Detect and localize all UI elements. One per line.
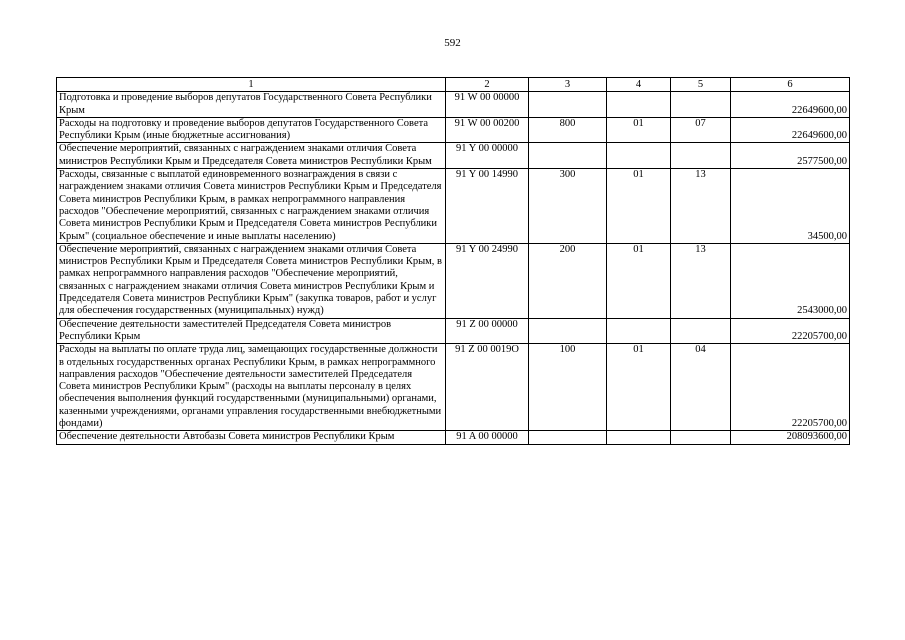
row-c3: [529, 92, 607, 118]
page-number: 592: [444, 37, 461, 49]
row-code: 91 A 00 00000: [446, 431, 529, 444]
table-row: [57, 117, 850, 143]
column-header: 6: [731, 78, 850, 92]
row-c4: [607, 431, 671, 444]
column-header: 2: [446, 78, 529, 92]
row-c4: [607, 92, 671, 118]
row-c3: 800: [529, 117, 607, 143]
row-amount: 208093600,00: [731, 431, 850, 444]
row-code: 91 Y 00 14990: [446, 169, 529, 244]
row-code: 91 W 00 00000: [446, 92, 529, 118]
row-c5: [671, 143, 731, 169]
table-row: [57, 431, 850, 444]
row-c5: [671, 318, 731, 344]
row-name: Обеспечение мероприятий, связанных с награждением знаками отличия Совета министров Республики Крым и Председателя Совета министров Республики Крым: [57, 143, 446, 169]
row-amount: 22649600,00: [731, 92, 850, 118]
row-name: Расходы, связанные с выплатой единовременного вознаграждения в связи с награждением знаками отличия Совета министров Республики Крым и Председателя Совета министров Республики Крым, в рамках непрограммного направления расходов "Обеспечение мероприятий, связанных с награждением знаками отличия Совета министров Республики Крым и Председателя Совета министров Республики Крым" (социальное обеспечение и иные выплаты населению): [57, 169, 446, 244]
row-c5: [671, 92, 731, 118]
row-c3: [529, 143, 607, 169]
row-name: Обеспечение деятельности заместителей Председателя Совета министров Республики Крым: [57, 318, 446, 344]
row-c4: [607, 318, 671, 344]
row-c3: 200: [529, 243, 607, 318]
row-c3: 300: [529, 169, 607, 244]
table-row: [57, 243, 850, 318]
row-amount: 34500,00: [731, 169, 850, 244]
table-row: [57, 169, 850, 244]
row-amount: 22649600,00: [731, 117, 850, 143]
row-c5: 04: [671, 344, 731, 431]
table-row: [57, 143, 850, 169]
row-c4: 01: [607, 243, 671, 318]
row-c4: 01: [607, 117, 671, 143]
row-name: Расходы на подготовку и проведение выборов депутатов Государственного Совета Республики Крым (иные бюджетные ассигнования): [57, 117, 446, 143]
row-amount: 22205700,00: [731, 344, 850, 431]
table-header-row: [57, 78, 850, 92]
row-code: 91 W 00 00200: [446, 117, 529, 143]
row-c5: 13: [671, 169, 731, 244]
row-amount: 2577500,00: [731, 143, 850, 169]
column-header: 1: [57, 78, 446, 92]
budget-table: [56, 77, 850, 445]
table-row: [57, 92, 850, 118]
column-header: 3: [529, 78, 607, 92]
column-header: 5: [671, 78, 731, 92]
row-c4: [607, 143, 671, 169]
column-header: 4: [607, 78, 671, 92]
row-code: 91 Y 00 24990: [446, 243, 529, 318]
row-c3: 100: [529, 344, 607, 431]
row-c4: 01: [607, 344, 671, 431]
row-name: Расходы на выплаты по оплате труда лиц, замещающих государственные должности в отдельных государственных органах Республики Крым, в рамках непрограммного направления расходов "Обеспечение деятельности заместителей Председателя Совета министров Республики Крым" (расходы на выплаты персоналу в целях обеспечения выполнения функций государственными (муниципальными) органами, казенными учреждениями, органами управления государственными внебюджетными фондами): [57, 344, 446, 431]
row-c5: 13: [671, 243, 731, 318]
row-code: 91 Y 00 00000: [446, 143, 529, 169]
table-row: [57, 318, 850, 344]
row-c5: 07: [671, 117, 731, 143]
row-c5: [671, 431, 731, 444]
row-c4: 01: [607, 169, 671, 244]
row-name: Подготовка и проведение выборов депутатов Государственного Совета Республики Крым: [57, 92, 446, 118]
row-name: Обеспечение деятельности Автобазы Совета министров Республики Крым: [57, 431, 446, 444]
row-c3: [529, 318, 607, 344]
row-code: 91 Z 00 00000: [446, 318, 529, 344]
row-code: 91 Z 00 0019О: [446, 344, 529, 431]
row-amount: 2543000,00: [731, 243, 850, 318]
row-amount: 22205700,00: [731, 318, 850, 344]
table-row: [57, 344, 850, 431]
row-name: Обеспечение мероприятий, связанных с награждением знаками отличия Совета министров Республики Крым и Председателя Совета министров Республики Крым, в рамках непрограммного направления расходов "Обеспечение мероприятий, связанных с награждением знаками отличия Совета министров Республики Крым и Председателя Совета министров Республики Крым" (закупка товаров, работ и услуг для обеспечения государственных (муниципальных) нужд): [57, 243, 446, 318]
row-c3: [529, 431, 607, 444]
